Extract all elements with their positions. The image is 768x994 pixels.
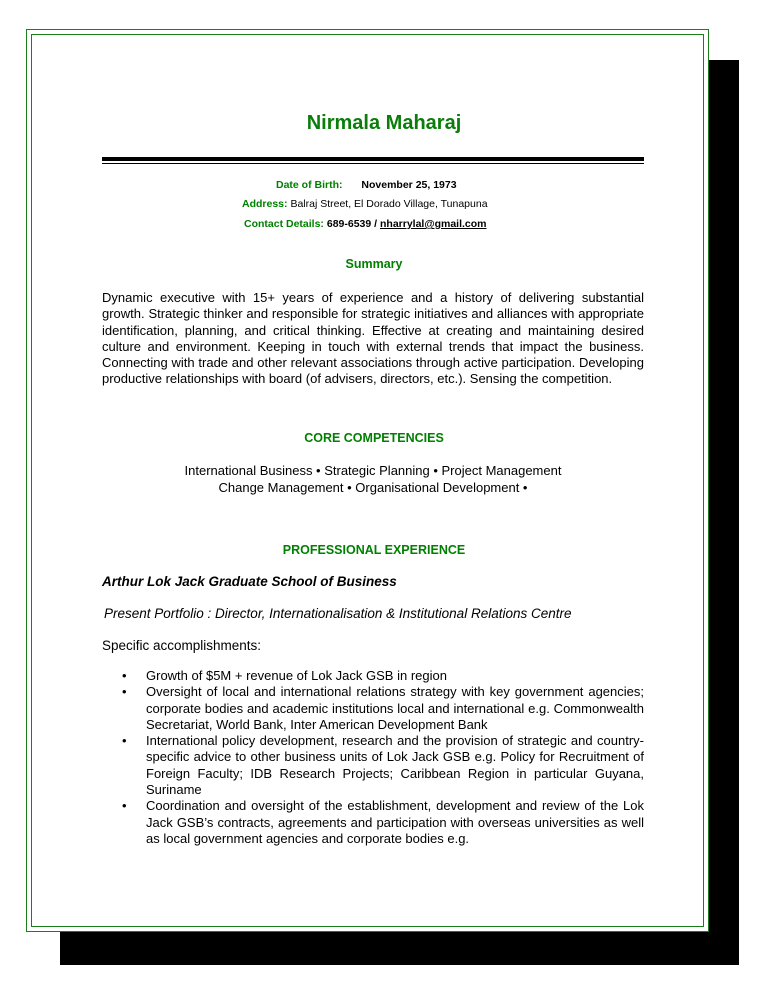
list-item-text: Oversight of local and international relations strategy with key government agencies; corporate bodies and academic institutions local and international e.g. Commonwealth Secretariat, World Bank, Inter American Development Bank: [146, 684, 644, 732]
page-border-inner: [31, 34, 704, 927]
employer-name: Arthur Lok Jack Graduate School of Business: [102, 574, 397, 589]
bullet-icon: •: [122, 798, 127, 814]
bullet-icon: •: [122, 684, 127, 700]
competencies-line-2: Change Management • Organisational Development •: [218, 480, 528, 495]
accomplishments-label: Specific accomplishments:: [102, 638, 262, 653]
resume-page: [26, 29, 709, 932]
contact-phone: 689-6539 /: [326, 218, 380, 230]
summary-text: Dynamic executive with 15+ years of experience and a history of delivering substantial growth. Strategic thinker and responsible for strategic initiatives and alliances with appropriate identification, planning, and critical thinking. Effective at creating and maintaining desired culture and environment. Keeping in touch with external trends that impact the business. Connecting with trade and other relevant associations through active participation. Developing productive relationships with board (of advisers, directors, etc.). Sensing the competition.: [102, 290, 644, 387]
summary-heading: Summary: [345, 257, 403, 271]
page-shadow-right: [709, 60, 739, 965]
portfolio-title: Present Portfolio : Director, Internationalisation & Institutional Relations Centre: [104, 606, 572, 621]
list-item-text: Growth of $5M + revenue of Lok Jack GSB in region: [146, 668, 447, 683]
dob-label: Date of Birth:: [276, 179, 343, 191]
bullet-icon: •: [122, 668, 127, 683]
candidate-name: Nirmala Maharaj: [306, 112, 462, 134]
competencies-line-1: International Business • Strategic Planning • Project Management: [184, 463, 562, 478]
dob-value: November 25, 1973: [361, 179, 457, 191]
page-shadow-bottom: [60, 932, 739, 965]
list-item-text: International policy development, research and the provision of strategic and country-specific advice to other business units of Lok Jack GSB e.g. Policy for Recruitment of Foreign Faculty; IDB Research Projects; Caribbean Region in particular Guyana, Suriname: [146, 733, 644, 798]
bullet-icon: •: [122, 733, 127, 749]
experience-heading: PROFESSIONAL EXPERIENCE: [282, 543, 466, 557]
address-value: Balraj Street, El Dorado Village, Tunapuna: [290, 198, 488, 210]
address-label: Address:: [242, 198, 288, 210]
list-item-text: Coordination and oversight of the establishment, development and review of the Lok Jack GSB’s contracts, agreements and participation with overseas universities as well as local government agencies and corporate bodies e.g.: [146, 798, 644, 846]
contact-label: Contact Details:: [244, 218, 324, 230]
contact-email-link[interactable]: nharrylal@gmail.com: [380, 218, 487, 230]
competencies-heading: CORE COMPETENCIES: [304, 431, 444, 445]
